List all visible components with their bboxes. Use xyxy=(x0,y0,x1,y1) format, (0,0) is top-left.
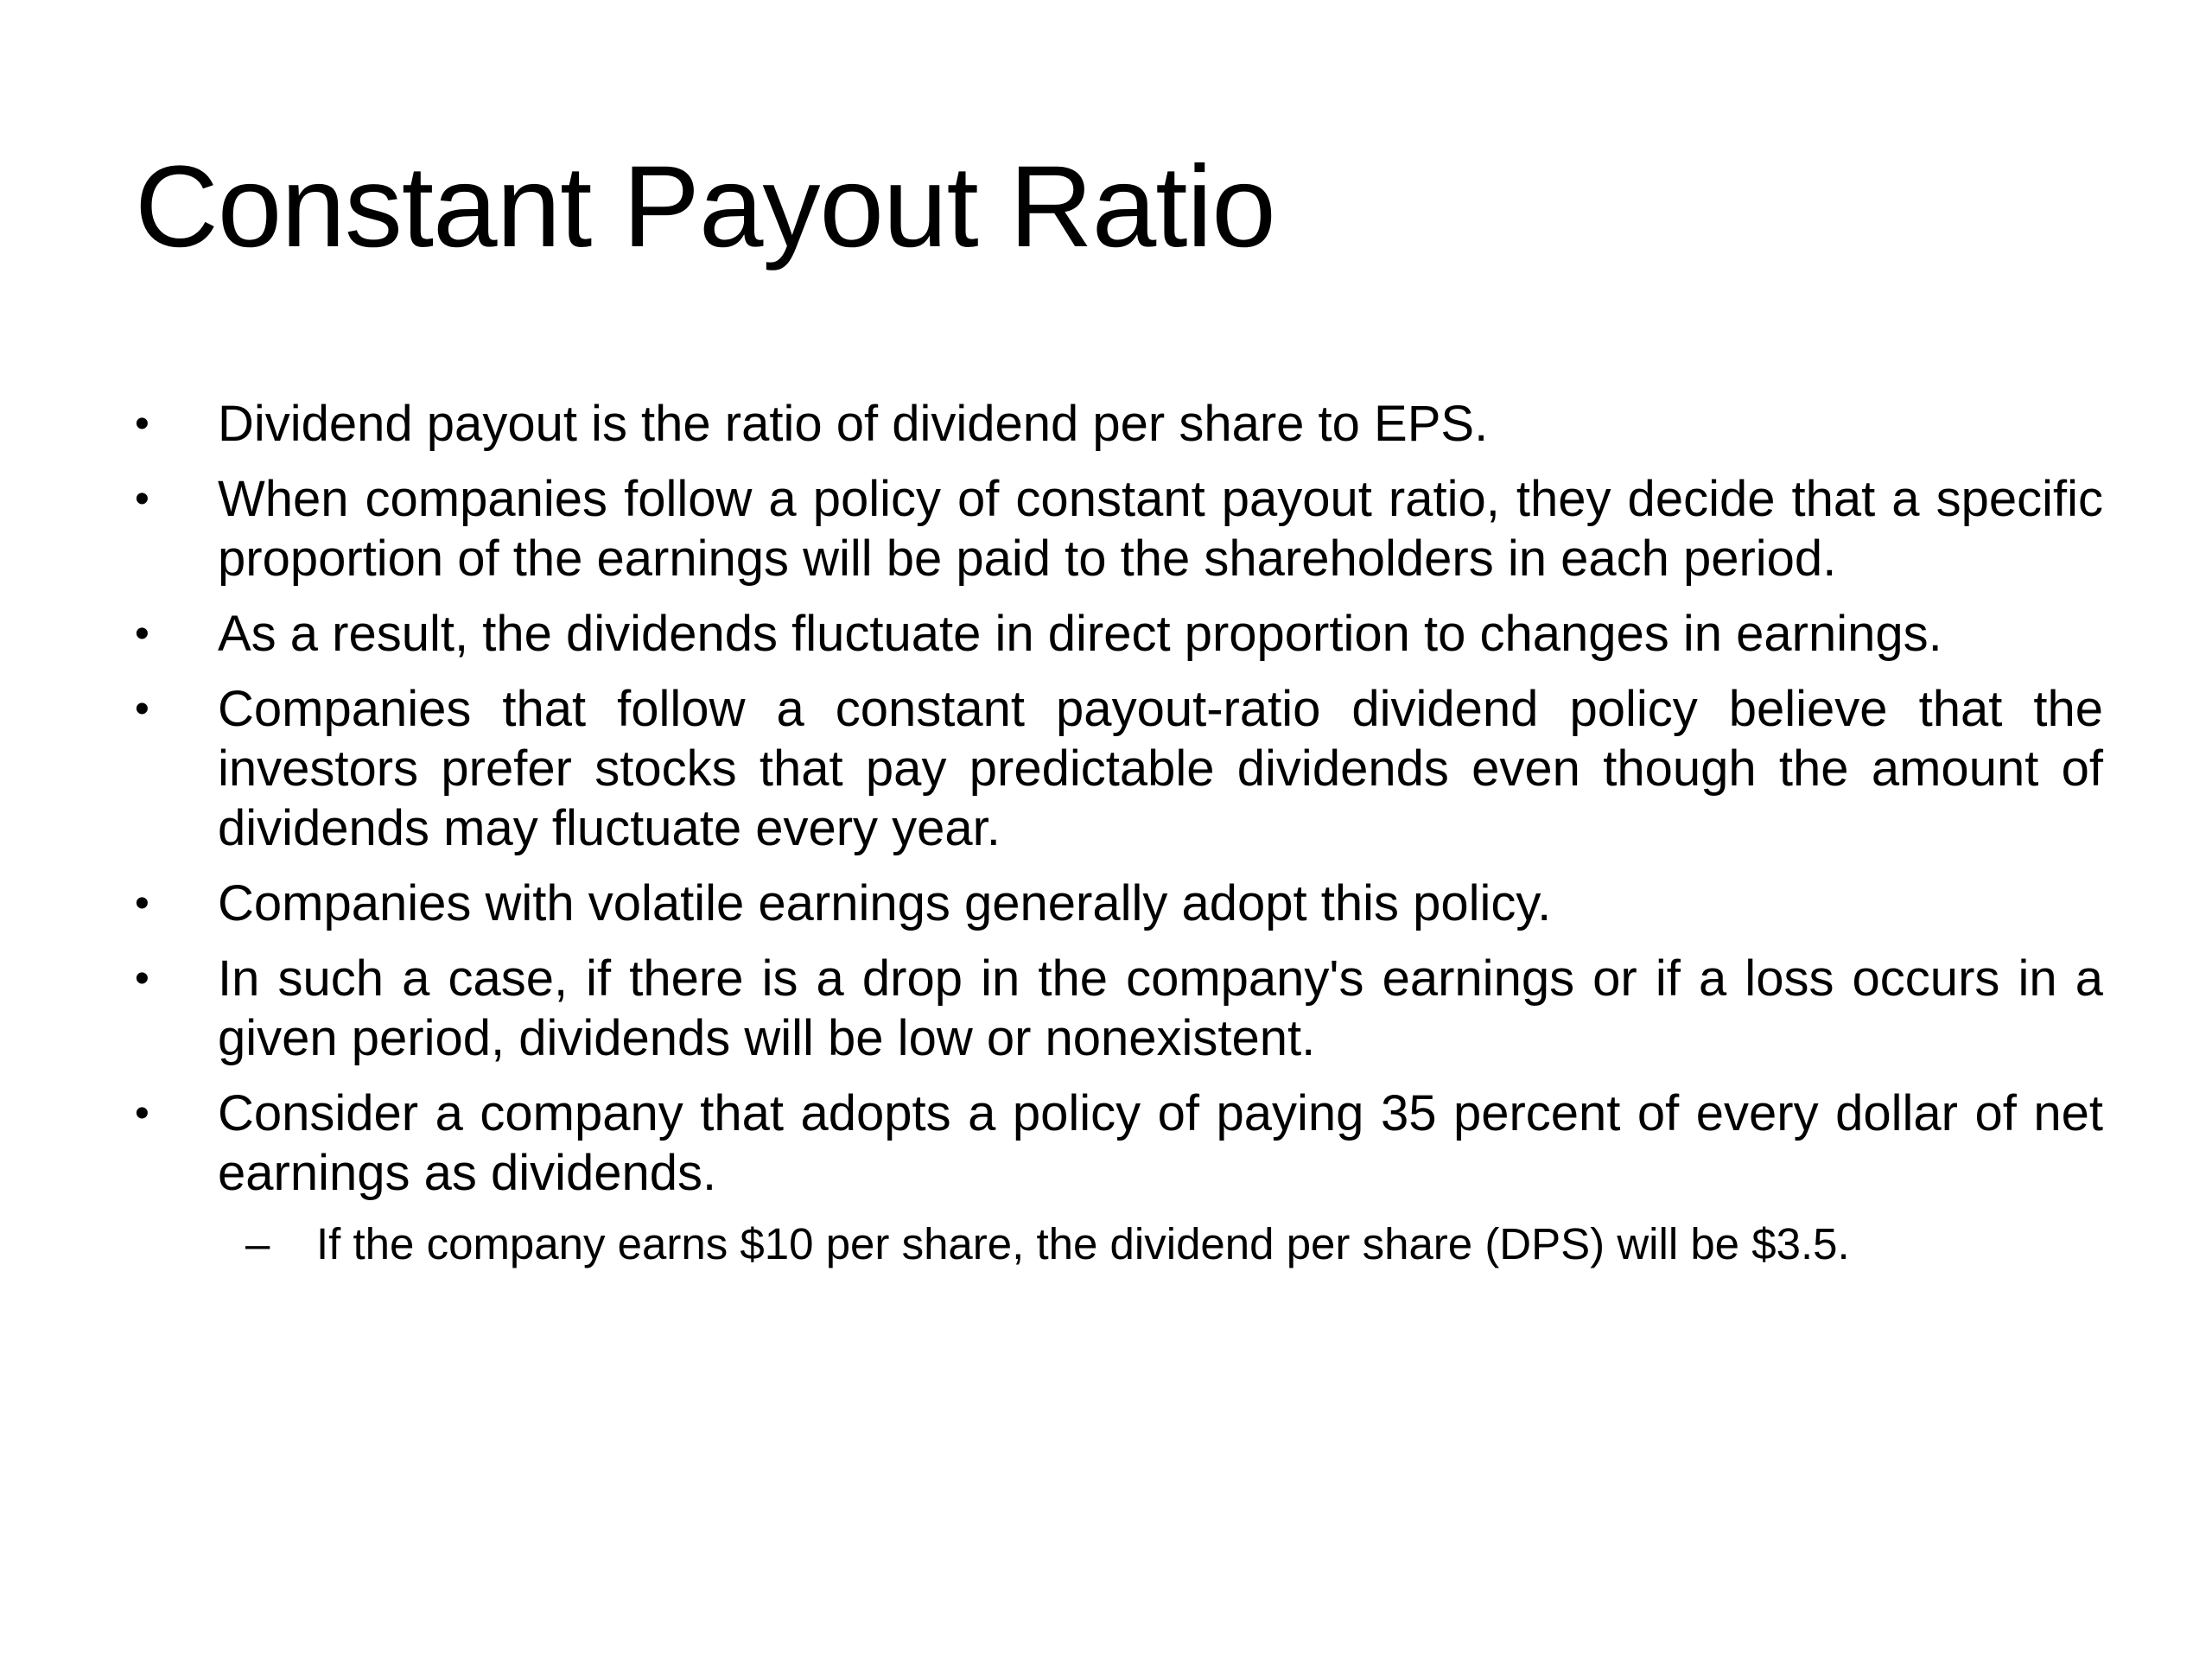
bullet-item xyxy=(135,679,2103,858)
bullet-text: As a result, the dividends fluctuate in direct proportion to changes in earnings. xyxy=(218,606,1942,662)
bullet-item xyxy=(135,1084,2103,1203)
bullet-text: Companies that follow a constant payout-ratio dividend policy believe that the investors prefer stocks that pay predictable dividends even though the amount of dividends may fluctuate every year. xyxy=(218,681,2103,856)
bullet-item xyxy=(135,394,2103,454)
bullet-text: When companies follow a policy of constant payout ratio, they decide that a specific proportion of the earnings will be paid to the shareholders in each period. xyxy=(218,471,2103,587)
bullet-marker: • xyxy=(135,686,149,732)
bullet-marker: • xyxy=(135,611,149,657)
bullet-text: In such a case, if there is a drop in the company's earnings or if a loss occurs in a given period, dividends will be low or nonexistent. xyxy=(218,950,2103,1066)
bullet-text: Consider a company that adopts a policy of paying 35 percent of every dollar of net earnings as dividends. xyxy=(218,1085,2103,1201)
bullet-item xyxy=(135,469,2103,588)
sub-bullet-item xyxy=(135,1217,2103,1272)
bullet-item xyxy=(135,604,2103,664)
sub-bullet-text: If the company earns $10 per share, the dividend per share (DPS) will be $3.5. xyxy=(316,1219,1850,1268)
bullet-marker: • xyxy=(135,880,149,926)
slide-body xyxy=(135,394,2103,1272)
sub-bullet-marker: – xyxy=(245,1219,270,1268)
bullet-marker: • xyxy=(135,401,149,447)
bullet-marker: • xyxy=(135,1090,149,1136)
bullet-text: Companies with volatile earnings generally adopt this policy. xyxy=(218,875,1552,931)
bullet-marker: • xyxy=(135,476,149,522)
slide-title: Constant Payout Ratio xyxy=(135,143,1275,271)
bullet-item xyxy=(135,949,2103,1068)
bullet-item xyxy=(135,874,2103,933)
bullet-marker: • xyxy=(135,956,149,1001)
bullet-text: Dividend payout is the ratio of dividend per share to EPS. xyxy=(218,396,1489,452)
